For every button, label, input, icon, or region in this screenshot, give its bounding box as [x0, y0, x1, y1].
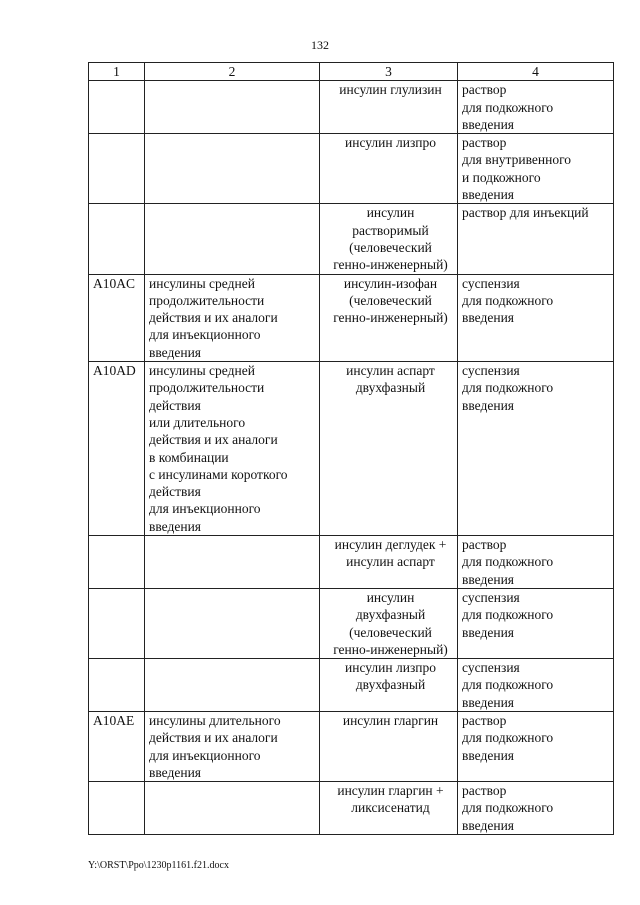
- form-line: раствор: [462, 712, 507, 728]
- code-cell: [89, 711, 145, 781]
- form-cell: [458, 711, 614, 781]
- code-cell: [89, 659, 145, 712]
- form-line: суспензия: [462, 363, 520, 379]
- drug-line: инсулин глулизин: [339, 82, 442, 98]
- drug-line: инсулин аспарт: [346, 554, 435, 570]
- form-line: для подкожного: [462, 730, 554, 746]
- table-row: [89, 588, 614, 658]
- drug-line: растворимый: [352, 222, 429, 238]
- form-line: раствор: [462, 135, 507, 151]
- form-line: для подкожного: [462, 800, 554, 816]
- table-row: [89, 711, 614, 781]
- drug-line: двухфазный: [355, 380, 426, 396]
- code-line: A10AC: [93, 275, 136, 291]
- group-cell: [145, 659, 320, 712]
- drug-line: генно-инженерный): [333, 310, 448, 326]
- drug-line: генно-инженерный): [333, 641, 448, 657]
- form-cell: [458, 659, 614, 712]
- form-cell: [458, 588, 614, 658]
- drug-cell: [320, 134, 458, 204]
- group-line: инсулины длительного: [149, 712, 281, 728]
- drug-line: инсулин: [366, 205, 415, 221]
- form-cell: [458, 204, 614, 274]
- group-line: введения: [149, 518, 202, 534]
- group-line: для инъекционного: [149, 747, 261, 763]
- group-cell: [145, 588, 320, 658]
- form-line: для внутривенного: [462, 152, 572, 168]
- group-cell: [145, 711, 320, 781]
- group-line: для инъекционного: [149, 327, 261, 343]
- table-row: [89, 204, 614, 274]
- group-line: действия и их аналоги: [149, 432, 278, 448]
- form-cell: [458, 536, 614, 589]
- drug-line: инсулин гларгин: [342, 712, 439, 728]
- group-line: действия: [149, 484, 201, 500]
- form-line: раствор: [462, 783, 507, 799]
- drug-cell: [320, 274, 458, 361]
- group-line: инсулины средней: [149, 275, 255, 291]
- form-line: и подкожного: [462, 169, 541, 185]
- form-line: суспензия: [462, 589, 520, 605]
- group-cell: [145, 134, 320, 204]
- group-line: или длительного: [149, 414, 246, 430]
- form-line: введения: [462, 116, 515, 132]
- form-line: суспензия: [462, 275, 520, 291]
- drug-line: инсулин-изофан: [343, 275, 438, 291]
- group-cell: [145, 362, 320, 536]
- form-line: раствор: [462, 537, 507, 553]
- form-line: введения: [462, 310, 515, 326]
- drug-line: двухфазный: [355, 607, 426, 623]
- group-cell: [145, 536, 320, 589]
- form-line: для подкожного: [462, 292, 554, 308]
- group-line: введения: [149, 344, 202, 360]
- table-row: [89, 134, 614, 204]
- group-cell: [145, 204, 320, 274]
- drug-line: инсулин лизпро: [345, 660, 436, 676]
- form-line: введения: [462, 624, 515, 640]
- group-line: инсулины средней: [149, 363, 255, 379]
- form-line: введения: [462, 187, 515, 203]
- drug-line: инсулин деглудек +: [334, 537, 447, 553]
- table-row: [89, 782, 614, 835]
- drug-cell: [320, 204, 458, 274]
- form-line: введения: [462, 694, 515, 710]
- drug-line: генно-инженерный): [333, 257, 448, 273]
- form-line: введения: [462, 397, 515, 413]
- drug-cell: [320, 659, 458, 712]
- drug-cell: [320, 711, 458, 781]
- drug-line: ликсисенатид: [351, 800, 430, 816]
- form-line: введения: [462, 817, 515, 833]
- table-body: [89, 81, 614, 835]
- code-cell: [89, 274, 145, 361]
- form-line: для подкожного: [462, 607, 554, 623]
- code-cell: [89, 204, 145, 274]
- form-cell: [458, 81, 614, 134]
- form-line: для подкожного: [462, 554, 554, 570]
- drug-line: (человеческий: [349, 624, 432, 640]
- group-line: действия и их аналоги: [149, 730, 278, 746]
- table-row: [89, 659, 614, 712]
- drug-table: [88, 62, 614, 835]
- group-cell: [145, 81, 320, 134]
- form-line: раствор для инъекций: [462, 205, 589, 221]
- form-line: введения: [462, 747, 515, 763]
- form-cell: [458, 134, 614, 204]
- drug-cell: [320, 588, 458, 658]
- table-row: [89, 81, 614, 134]
- drug-cell: [320, 81, 458, 134]
- group-line: введения: [149, 764, 202, 780]
- code-cell: [89, 134, 145, 204]
- code-cell: [89, 81, 145, 134]
- table-header-row: [89, 63, 614, 81]
- drug-cell: [320, 536, 458, 589]
- form-cell: [458, 362, 614, 536]
- code-cell: [89, 782, 145, 835]
- group-line: для инъекционного: [149, 501, 261, 517]
- table-row: [89, 274, 614, 361]
- drug-line: инсулин аспарт: [346, 363, 435, 379]
- code-line: A10AD: [93, 363, 136, 379]
- code-line: A10AE: [93, 712, 135, 728]
- code-cell: [89, 362, 145, 536]
- form-line: для подкожного: [462, 677, 554, 693]
- group-line: с инсулинами короткого: [149, 466, 288, 482]
- drug-line: (человеческий: [349, 292, 432, 308]
- form-cell: [458, 274, 614, 361]
- form-line: введения: [462, 571, 515, 587]
- drug-cell: [320, 782, 458, 835]
- form-line: для подкожного: [462, 380, 554, 396]
- drug-line: инсулин гларгин +: [337, 783, 444, 799]
- table-row: [89, 362, 614, 536]
- column-header-2: 2: [145, 63, 320, 81]
- form-line: суспензия: [462, 660, 520, 676]
- drug-line: инсулин: [366, 589, 415, 605]
- code-cell: [89, 588, 145, 658]
- group-line: действия и их аналоги: [149, 310, 278, 326]
- form-line: для подкожного: [462, 99, 554, 115]
- column-header-1: 1: [89, 63, 145, 81]
- group-cell: [145, 274, 320, 361]
- group-line: продолжительности: [149, 380, 265, 396]
- drug-line: инсулин лизпро: [345, 135, 436, 151]
- form-line: раствор: [462, 82, 507, 98]
- column-header-4: 4: [458, 63, 614, 81]
- form-cell: [458, 782, 614, 835]
- group-line: действия: [149, 397, 201, 413]
- page-number: 132: [311, 38, 329, 52]
- file-path-footer: Y:\ORST\Ppo\1230p1161.f21.docx: [88, 860, 229, 871]
- group-line: в комбинации: [149, 449, 229, 465]
- drug-cell: [320, 362, 458, 536]
- code-cell: [89, 536, 145, 589]
- group-cell: [145, 782, 320, 835]
- table-row: [89, 536, 614, 589]
- group-line: продолжительности: [149, 292, 265, 308]
- drug-line: (человеческий: [349, 239, 432, 255]
- drug-line: двухфазный: [355, 677, 426, 693]
- column-header-3: 3: [320, 63, 458, 81]
